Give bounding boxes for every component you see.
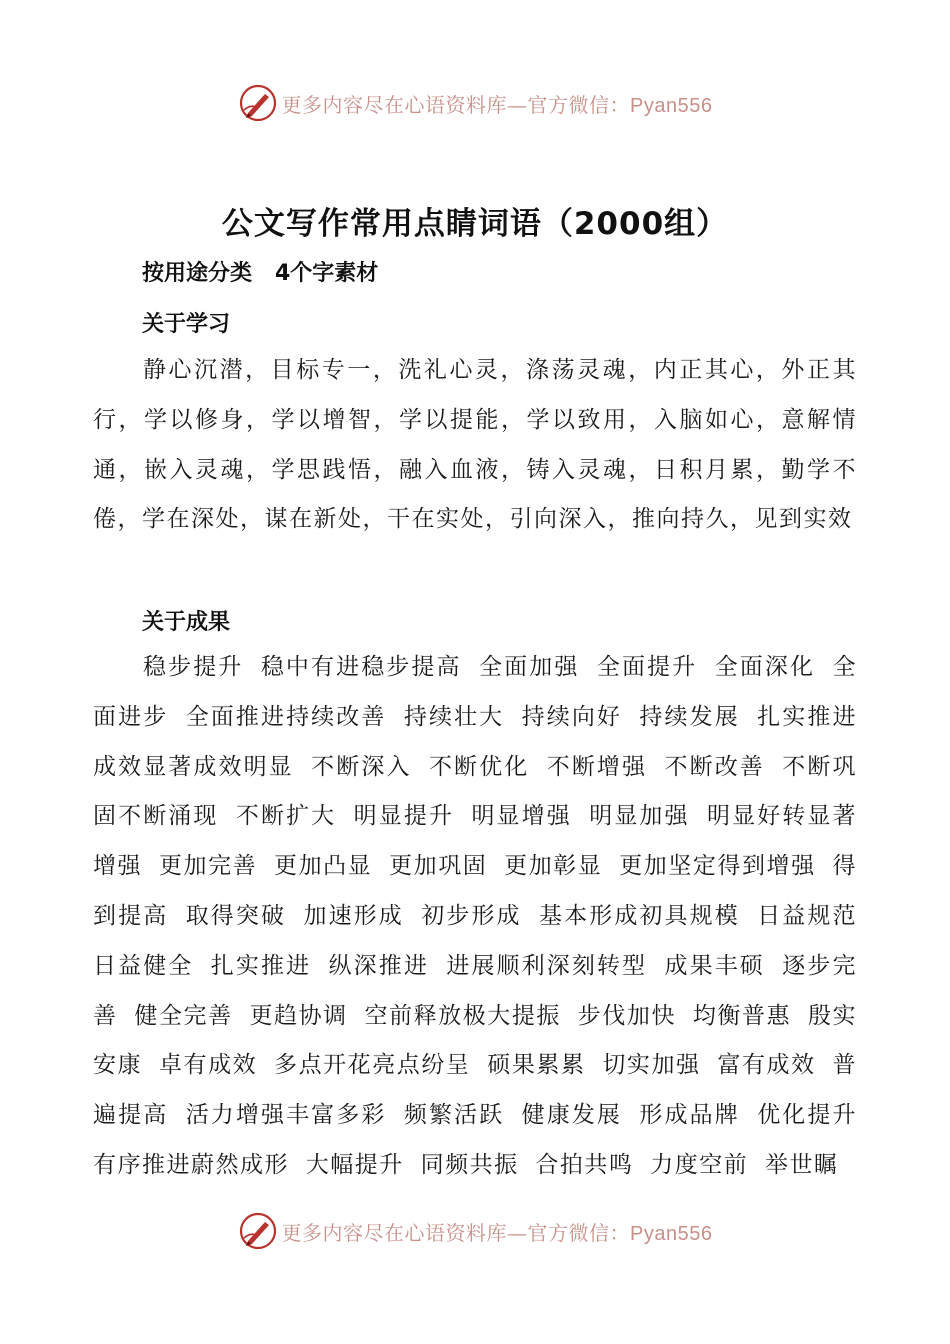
section-body-study: 静心沉潜，目标专一，洗礼心灵，涤荡灵魂，内正其心，外正其行，学以修身，学以增智，学以提能，学以致用，入脑如心，意解情通，嵌入灵魂，学思践悟，融入血液，铸入灵魂，日积月累，勤学不倦，学在深处，谋在新处，干在实处，引向深入，推向持久，见到实效: [93, 357, 857, 533]
section-body-results: 稳步提升 稳中有进稳步提高 全面加强 全面提升 全面深化 全面进步 全面推进持续改善 持续壮大 持续向好 持续发展 扎实推进成效显著成效明显 不断深入 不断优化 不断增强 不断改善 不断巩固不断涌现 不断扩大 明显提升 明显增强 明显加强 明显好转显著增强 更加完善 更加凸显 更加巩固 更加彰显 更加坚定得到增强 得到提高 取得突破 加速形成 初步形成 基本形成初具规模 日益规范日益健全 扎实推进 纵深推进 进展顺利深刻转型 成果丰硕 逐步完善 健全完善 更趋协调 空前释放极大提振 步伐加快 均衡普惠 殷实安康 卓有成效 多点开花亮点纷呈 硕果累累 切实加强 富有成效 普遍提高 活力增强丰富多彩 频繁活跃 健康发展 形成品牌 优化提升有序推进蔚然成形 大幅提升 同频共振 合拍共鸣 力度空前 举世瞩: [93, 654, 857, 1178]
pen-circle-icon: [238, 1211, 278, 1251]
document-title: 公文写作常用点睛词语（2000组）: [221, 206, 729, 242]
document-subtitle: 按用途分类 4个字素材: [142, 261, 379, 286]
section-heading-results: 关于成果: [142, 610, 231, 635]
watermark-text: 更多内容尽在心语资料库—官方微信：Pyan556: [281, 92, 713, 117]
pen-circle-icon: [238, 83, 278, 123]
watermark-text: 更多内容尽在心语资料库—官方微信：Pyan556: [281, 1220, 713, 1245]
header-watermark: [0, 78, 950, 128]
footer-watermark: [0, 1206, 950, 1256]
section-heading-study: 关于学习: [142, 312, 231, 337]
